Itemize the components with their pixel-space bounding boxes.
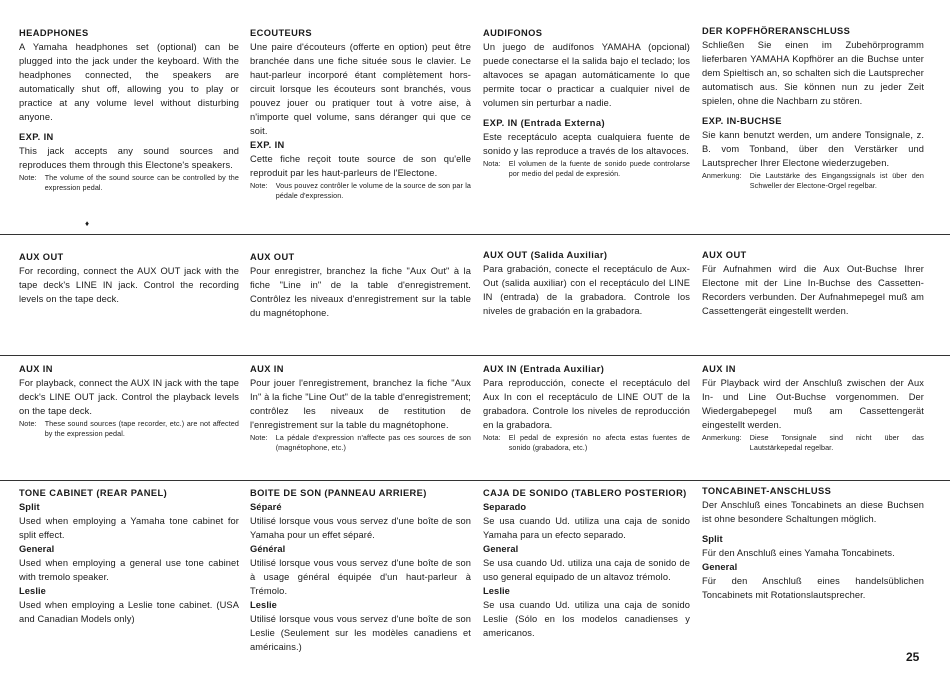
section-body: For playback, connect the AUX IN jack with the tape deck's LINE OUT jack. Control the playback levels on the tape deck. [19, 378, 239, 416]
note-text: La pédale d'expression n'affecte pas ces sources de son (magnétophone, etc.) [275, 433, 471, 452]
section-heading: AUX IN [250, 364, 284, 374]
section-heading: AUDIFONOS [483, 28, 543, 38]
note-text: Vous pouvez contrôler le volume de la source de son par la pédale d'expression. [275, 181, 471, 200]
note-label: Note: [250, 181, 268, 190]
note-text: These sound sources (tape recorder, etc.) are not affected by the expression pedal. [44, 419, 239, 438]
item-label: Séparé [250, 502, 282, 512]
page-number: 25 [906, 650, 920, 664]
item-text: Für den Anschluß eines Yamaha Toncabinets. [702, 548, 895, 558]
section-body: Pour jouer l'enregistrement, branchez la fiche "Aux In" à la fiche "Line Out" de la table d'enregistrement; contrôlez les niveaux de restitution de l'enregistrement sur la table du magnétophone. [250, 378, 471, 430]
section-heading: AUX OUT [702, 250, 747, 260]
note-text: Die Lautstärke des Eingangssignals ist über den Schweller der Electone-Orgel regelbar. [749, 171, 924, 190]
section-intro: Der Anschluß eines Toncabinets an diese Buchsen ist ohne besondere Schaltungen möglich. [702, 500, 924, 524]
note [483, 159, 690, 179]
note-text: Diese Tonsignale sind nicht über das Lautstärkepedal regelbar. [749, 433, 924, 452]
headphones-section-en [19, 26, 239, 193]
aux-in-section-en [19, 362, 239, 439]
aux-out-section-fr [250, 250, 471, 320]
item-label: Général [250, 544, 286, 554]
note-label: Nota: [483, 433, 501, 442]
section-body-2: This jack accepts any sound sources and reproduces them through this Electone's speakers. [19, 146, 239, 170]
note-text: El pedal de expresión no afecta estas fuentes de sonido (grabadora, etc.) [508, 433, 690, 452]
section-body: Un juego de audífonos YAMAHA (opcional) puede conectarse el la salida bajo el teclado; los altavoces se apagan automáticamente lo que permite tocar o practicar a cualquier nivel de volumen sin perturbar a nadie. [483, 42, 690, 108]
item-label: General [483, 544, 519, 554]
section-heading: DER KOPFHÖRERANSCHLUSS [702, 26, 851, 36]
section-heading: CAJA DE SONIDO (TABLERO POSTERIOR) [483, 488, 687, 498]
divider [0, 234, 950, 235]
divider [0, 355, 950, 356]
item-text: Utilisé lorsque vous vous servez d'une boîte de son à usage général équipée d'un haut-parleur à Trémolo. [250, 558, 471, 596]
item-label: Leslie [483, 586, 510, 596]
note-text: The volume of the sound source can be controlled by the expression pedal. [44, 173, 239, 192]
section-body-2: Este receptáculo acepta cualquiera fuente de sonido y las reproduce a través de los altavoces. [483, 132, 690, 156]
section-heading: ECOUTEURS [250, 28, 312, 38]
tone-cabinet-section-de [702, 484, 924, 602]
bullet-mark: ♦ [85, 219, 90, 228]
note-label: Note: [19, 419, 37, 428]
note [702, 433, 924, 453]
section-heading: AUX IN [19, 364, 53, 374]
divider [0, 480, 950, 481]
section-body: For recording, connect the AUX OUT jack with the tape deck's LINE IN jack. Control the recording levels on the tape deck. [19, 266, 239, 304]
tone-cabinet-section-en [19, 486, 239, 626]
section-heading: TONE CABINET (REAR PANEL) [19, 488, 168, 498]
section-body: Für Playback wird der Anschluß zwischen der Aux In- und Line Out-Buchse vorgenommen. Der Wiedergabepegel muß am Cassettengerät eingestellt werden. [702, 378, 924, 430]
section-heading: BOITE DE SON (PANNEAU ARRIERE) [250, 488, 427, 498]
item-label: General [19, 544, 55, 554]
section-heading: AUX IN [702, 364, 736, 374]
item-text: Used when employing a Yamaha tone cabinet for split effect. [19, 516, 239, 540]
section-body: Para reproducción, conecte el receptáculo del Aux In con el receptáculo de LINE OUT de la grabadora. Controle los niveles de reproducción en la grabadora. [483, 378, 690, 430]
section-heading: AUX IN (Entrada Auxiliar) [483, 364, 605, 374]
tone-cabinet-section-fr [250, 486, 471, 654]
section-body: Schließen Sie einen im Zubehörprogramm lieferbaren YAMAHA Kopfhörer an die Buchse unter dem Spieltisch an, so schalten sich die Lautsprecher automatisch aus. Sie können nun zu jeder Zeit spielen, ohne die Nachbarn zu stören. [702, 40, 924, 106]
headphones-section-fr [250, 26, 471, 201]
section-heading: HEADPHONES [19, 28, 89, 38]
note [483, 433, 690, 453]
item-text: Utilisé lorsque vous vous servez d'une boîte de son Leslie (Seulement sur les modèles canadiens et américains.) [250, 614, 471, 652]
aux-out-section-en [19, 250, 239, 306]
section-heading: AUX OUT [19, 252, 64, 262]
section-heading: TONCABINET-ANSCHLUSS [702, 486, 832, 496]
section-subheading: EXP. IN (Entrada Externa) [483, 118, 605, 128]
section-body: Für Aufnahmen wird die Aux Out-Buchse Ihrer Electone mit der Line In-Buchse des Cassetten-Recorders verbunden. Der Aufnahmepegel muß am Cassettengerät eingestellt werden. [702, 264, 924, 316]
item-text: Used when employing a general use tone cabinet with tremolo speaker. [19, 558, 239, 582]
section-subheading: EXP. IN [250, 140, 285, 150]
note [250, 181, 471, 201]
note [19, 419, 239, 439]
headphones-section-es [483, 26, 690, 179]
note-text: El volumen de la fuente de sonido puede controlarse por medio del pedal de expresión. [508, 159, 690, 178]
section-subheading: EXP. IN [19, 132, 54, 142]
aux-in-section-fr [250, 362, 471, 453]
note [702, 171, 924, 191]
section-body-2: Sie kann benutzt werden, um andere Tonsignale, z. B. vom Tonband, über den Verstärker und Lautsprecher Ihrer Electone wiederzugeben. [702, 130, 924, 168]
section-body: A Yamaha headphones set (optional) can be plugged into the jack under the keyboard. With the headphones connected, the speakers are automatically shut off, allowing you to play or practice at any volume level without disturbing anyone. [19, 42, 239, 122]
item-text: Se usa cuando Ud. utiliza una caja de sonido de uso general equipado de un altavoz trémolo. [483, 558, 690, 582]
section-subheading: EXP. IN-BUCHSE [702, 116, 782, 126]
item-label: Split [702, 534, 723, 544]
aux-in-section-de [702, 362, 924, 453]
section-heading: AUX OUT [250, 252, 295, 262]
aux-out-section-de [702, 248, 924, 318]
note-label: Note: [19, 173, 37, 182]
section-body: Para grabación, conecte el receptáculo de Aux-Out (salida auxiliar) con el receptáculo del LINE IN (entrada) de la grabadora. Controle los niveles de grabación en la grabadora. [483, 264, 690, 316]
item-label: Split [19, 502, 40, 512]
note [19, 173, 239, 193]
section-heading: AUX OUT (Salida Auxiliar) [483, 250, 608, 260]
item-label: Separado [483, 502, 527, 512]
item-text: Se usa cuando Ud. utiliza una caja de sonido Yamaha para un efecto separado. [483, 516, 690, 540]
aux-out-section-es [483, 248, 690, 318]
note-label: Nota: [483, 159, 501, 168]
item-label: Leslie [250, 600, 277, 610]
headphones-section-de [702, 24, 924, 191]
item-text: Für den Anschluß eines handelsüblichen Toncabinets mit Rotationslautsprecher. [702, 576, 924, 600]
tone-cabinet-section-es [483, 486, 690, 640]
note-label: Anmerkung: [702, 433, 742, 442]
item-text: Se usa cuando Ud. utiliza una caja de sonido Leslie (Sólo en los modelos canadienses y americanos. [483, 600, 690, 638]
section-body: Une paire d'écouteurs (offerte en option) peut être branchée dans une fiche située sous le clavier. Le haut-parleur incorporé étant complètement hors-circuit lorsque les écouteurs sont branchés, vous pouvez jouer ou pratiquer tout à votre aise, à n'importe quel volume, sans déranger qui que ce soit. [250, 42, 471, 136]
note [250, 433, 471, 453]
note-label: Anmerkung: [702, 171, 742, 180]
aux-in-section-es [483, 362, 690, 453]
item-label: Leslie [19, 586, 46, 596]
item-text: Utilisé lorsque vous vous servez d'une boîte de son Yamaha pour un effet séparé. [250, 516, 471, 540]
note-label: Note: [250, 433, 268, 442]
section-body-2: Cette fiche reçoit toute source de son qu'elle reproduit par les haut-parleurs de l'Electone. [250, 154, 471, 178]
item-text: Used when employing a Leslie tone cabinet. (USA and Canadian Models only) [19, 600, 239, 624]
section-body: Pour enregistrer, branchez la fiche "Aux Out" à la fiche "Line in" de la table d'enregistrement. Contrôlez les niveaux d'enregistrement sur la table du magnétophone. [250, 266, 471, 318]
item-label: General [702, 562, 738, 572]
